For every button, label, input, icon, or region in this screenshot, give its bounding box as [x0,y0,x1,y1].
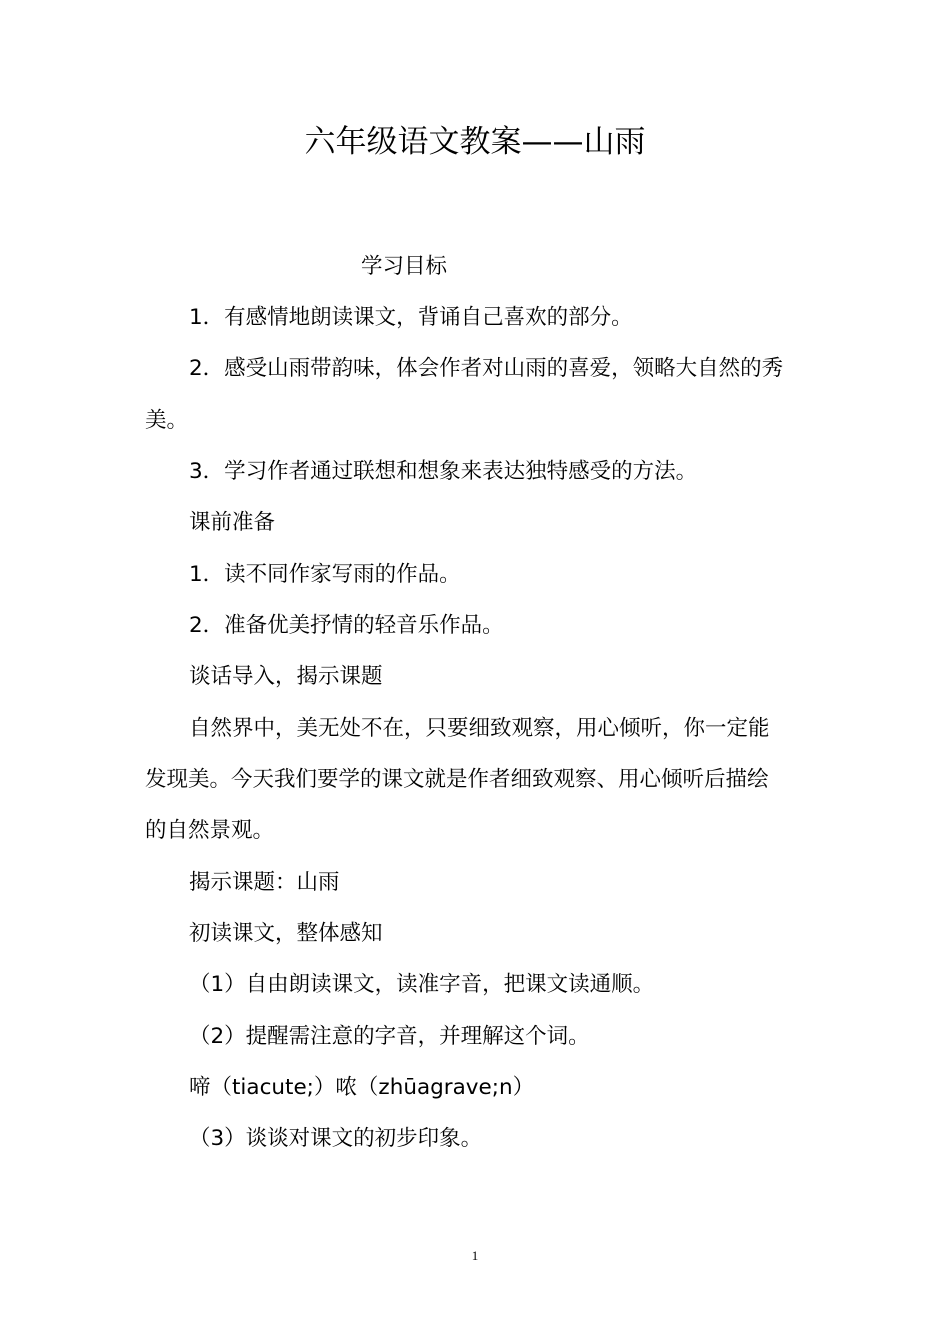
section-heading-learning-goals: 学习目标 [361,254,448,279]
preparation-item-2: 2．准备优美抒情的轻音乐作品。 [189,613,504,638]
introduction-paragraph-line-1: 自然界中，美无处不在，只要细致观察，用心倾听，你一定能 [189,716,770,741]
preparation-item-1: 1．读不同作家写雨的作品。 [189,562,461,587]
reading-step-1: （1）自由朗读课文，读准字音，把课文读通顺。 [189,972,655,997]
introduction-paragraph-line-2: 发现美。今天我们要学的课文就是作者细致观察、用心倾听后描绘 [145,767,769,792]
goal-item-3: 3．学习作者通过联想和想象来表达独特感受的方法。 [189,459,698,484]
section-heading-first-reading: 初读课文，整体感知 [189,921,383,946]
reading-step-3: （3）谈谈对课文的初步印象。 [189,1126,483,1151]
goal-item-2-continuation: 美。 [145,408,189,433]
introduction-paragraph-line-3: 的自然景观。 [145,818,275,843]
topic-reveal: 揭示课题：山雨 [189,870,340,895]
goal-item-1: 1．有感情地朗读课文，背诵自己喜欢的部分。 [189,305,633,330]
section-heading-introduction: 谈话导入，揭示课题 [189,664,383,689]
page-number: 1 [471,1248,479,1263]
pronunciation-note: 啼（tiacute;）哝（zhūagrave;n） [189,1075,535,1100]
reading-step-2: （2）提醒需注意的字音，并理解这个词。 [189,1024,590,1049]
section-heading-preparation: 课前准备 [189,510,276,535]
goal-item-2: 2．感受山雨带韵味，体会作者对山雨的喜爱，领略大自然的秀 [189,356,784,381]
document-title: 六年级语文教案——山雨 [304,124,646,160]
